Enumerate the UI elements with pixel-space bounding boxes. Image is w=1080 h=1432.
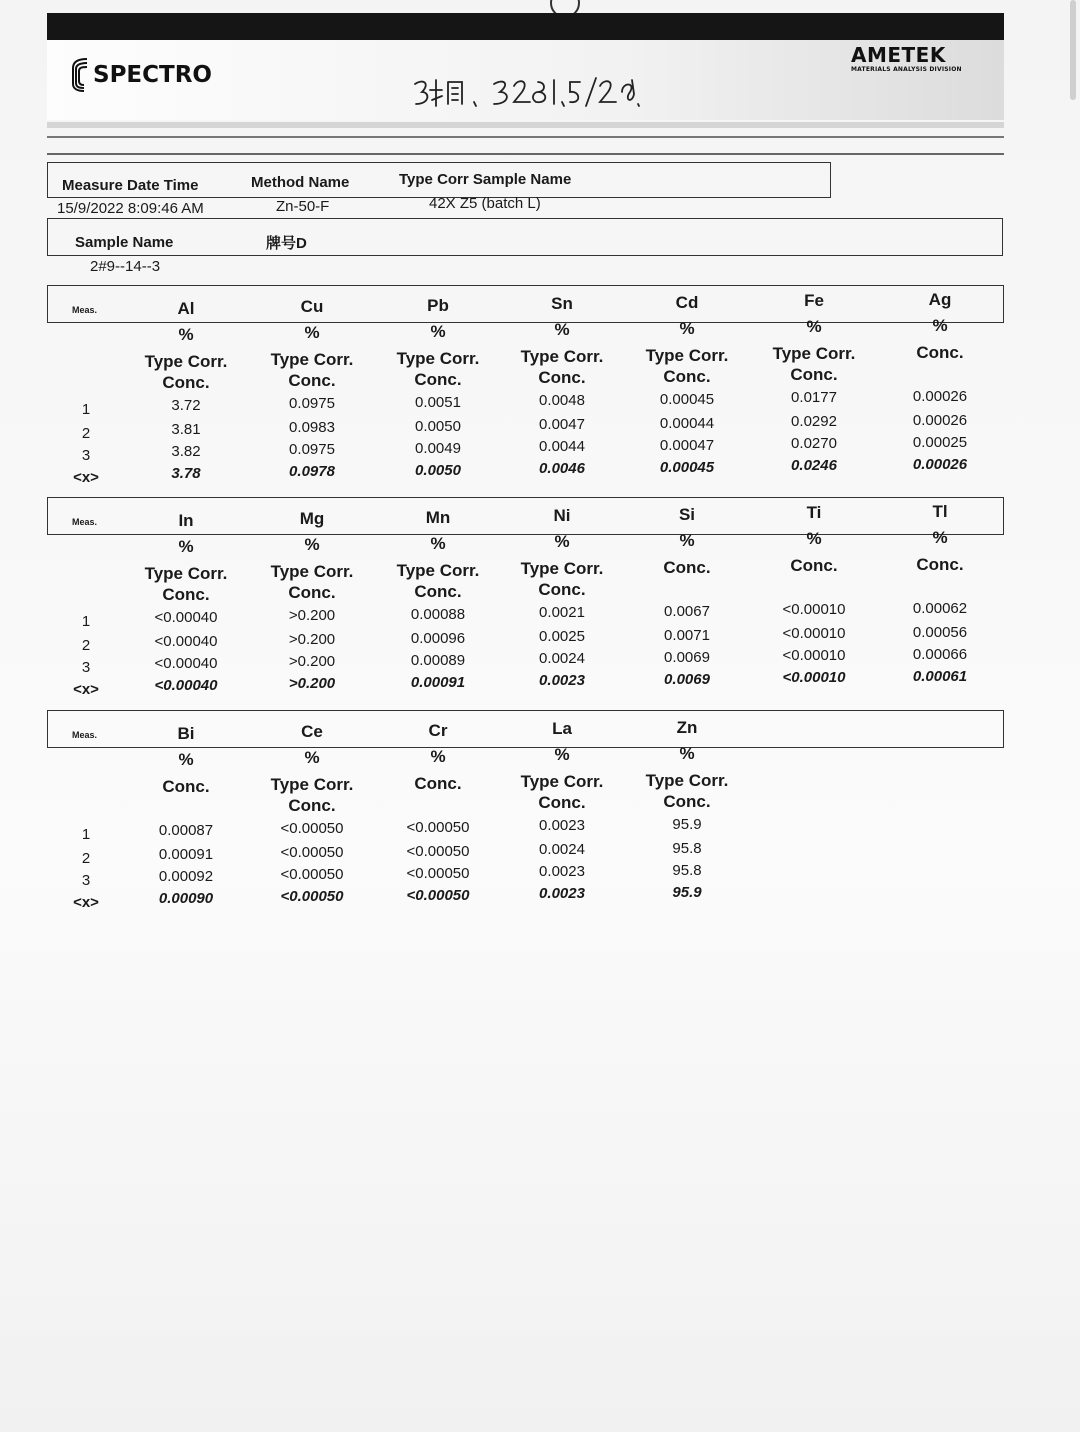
average-value: 95.9 xyxy=(672,883,702,901)
unit-label: % xyxy=(679,318,695,338)
element-name: Fe xyxy=(804,291,824,311)
conc-type-label: Conc. xyxy=(663,791,711,811)
measurement-value: <0.00050 xyxy=(406,818,470,836)
conc-type-label: Conc. xyxy=(790,365,838,385)
element-name: Bi xyxy=(177,724,195,743)
row-label: 1 xyxy=(81,401,91,418)
measurement-value: <0.00050 xyxy=(280,866,344,884)
meas-label: Meas. xyxy=(72,517,98,527)
element-name: Cu xyxy=(300,297,324,317)
measurement-value: 0.0024 xyxy=(539,841,585,859)
measurement-value: 0.0023 xyxy=(539,863,585,881)
conc-type-label: Type Corr. xyxy=(520,347,604,367)
measurement-value: 0.0044 xyxy=(539,438,585,456)
measurement-value: 0.00096 xyxy=(410,629,466,647)
unit-label: % xyxy=(554,320,570,340)
element-name: Si xyxy=(678,504,696,524)
ametek-logo-text: AMETEK xyxy=(851,43,946,67)
conc-type-label: Type Corr. xyxy=(270,562,354,582)
element-name: Al xyxy=(177,299,195,318)
measurement-value: 0.0983 xyxy=(289,419,335,437)
conc-type-label: Conc. xyxy=(414,369,462,389)
element-name: Tl xyxy=(932,501,948,521)
element-name: In xyxy=(178,511,194,530)
measurement-value: 0.0177 xyxy=(791,389,837,407)
measurement-value: 0.0025 xyxy=(539,628,585,646)
conc-type-label: Conc. xyxy=(663,557,711,577)
element-name: Pb xyxy=(427,295,449,315)
unit-label: % xyxy=(806,529,822,549)
measurement-value: 0.00056 xyxy=(912,623,968,641)
average-value: 0.0069 xyxy=(664,670,710,688)
average-value: >0.200 xyxy=(288,675,336,693)
average-value: 0.00090 xyxy=(158,890,214,907)
handwritten-note-text: 3#桶. 3281.5/29. xyxy=(410,70,418,71)
conc-type-label: Type Corr. xyxy=(520,559,604,579)
average-value: <0.00010 xyxy=(782,669,846,687)
average-value: <0.00040 xyxy=(154,677,218,694)
measurement-value: 0.0292 xyxy=(791,413,837,431)
measurement-value: 0.00045 xyxy=(659,390,715,408)
element-name: Cd xyxy=(675,292,699,312)
ametek-logo xyxy=(851,44,976,74)
conc-type-label: Type Corr. xyxy=(270,775,354,795)
row-label: <x> xyxy=(73,681,99,698)
average-value: <0.00050 xyxy=(280,888,344,906)
unit-label: % xyxy=(430,321,446,341)
average-value: 0.00061 xyxy=(912,667,968,685)
conc-type-label: Type Corr. xyxy=(270,350,354,370)
meas-label: Meas. xyxy=(72,730,98,740)
measurement-value: 0.0023 xyxy=(539,817,585,835)
ametek-logo-subtitle: MATERIALS ANALYSIS DIVISION xyxy=(851,66,962,73)
conc-type-label: Conc. xyxy=(414,581,462,601)
element-name: Ce xyxy=(301,722,323,742)
measurement-value: 0.0975 xyxy=(289,395,335,413)
measurement-value: 0.0021 xyxy=(539,604,585,622)
conc-type-label: Type Corr. xyxy=(520,772,604,792)
handwritten-note xyxy=(410,70,640,118)
measurement-value: 0.0067 xyxy=(664,602,710,620)
measurement-value: 0.0270 xyxy=(791,435,837,453)
average-value: 0.0046 xyxy=(539,460,585,478)
element-name: La xyxy=(552,719,572,739)
conc-type-label: Conc. xyxy=(916,342,964,362)
divider xyxy=(47,122,1004,128)
row-label: 3 xyxy=(81,872,91,889)
measurement-value: 0.00091 xyxy=(158,846,214,863)
average-value: 3.78 xyxy=(171,465,201,482)
row-label: 3 xyxy=(81,447,91,464)
method-name-label: Method Name xyxy=(251,174,350,191)
row-label: <x> xyxy=(73,894,99,911)
average-value: 0.00045 xyxy=(659,458,715,476)
conc-type-label: Conc. xyxy=(162,585,210,604)
average-value: 0.0978 xyxy=(289,463,335,481)
element-name: Ti xyxy=(806,503,822,523)
measurement-value: 0.00089 xyxy=(410,651,466,669)
measurement-value: 0.00025 xyxy=(912,433,968,451)
conc-type-label: Conc. xyxy=(288,583,336,603)
measurement-value: 0.0069 xyxy=(664,648,710,666)
average-value: 0.00091 xyxy=(410,673,466,691)
measurement-value: <0.00050 xyxy=(280,820,344,838)
conc-type-label: Conc. xyxy=(790,556,838,576)
measurement-value: 0.00066 xyxy=(912,645,968,663)
measurement-value: 0.00092 xyxy=(158,868,214,885)
measurement-value: <0.00010 xyxy=(782,647,846,665)
unit-label: % xyxy=(932,527,948,547)
average-value: 0.00026 xyxy=(912,455,968,473)
top-black-bar xyxy=(47,13,1004,40)
measurement-value: 0.0049 xyxy=(415,439,461,457)
measurement-value: 95.8 xyxy=(672,861,702,879)
sample-name-extra: 牌号D xyxy=(266,235,307,252)
measurement-value: 0.00026 xyxy=(912,411,968,429)
measurement-value: 0.00044 xyxy=(659,414,715,432)
element-name: Zn xyxy=(676,717,698,737)
measurement-value: 0.0048 xyxy=(539,392,585,410)
conc-type-label: Type Corr. xyxy=(772,344,856,364)
row-label: 2 xyxy=(81,425,91,442)
average-value: <0.00050 xyxy=(406,886,470,904)
measurement-value: <0.00010 xyxy=(782,625,846,643)
row-label: 2 xyxy=(81,850,91,867)
sample-name-box xyxy=(47,218,1003,256)
unit-label: % xyxy=(178,325,194,344)
measurement-value: 0.00026 xyxy=(912,387,968,405)
spectro-logo-icon xyxy=(70,56,90,94)
measurement-value: >0.200 xyxy=(288,653,336,671)
unit-label: % xyxy=(932,315,948,335)
measurement-value: 0.0071 xyxy=(664,626,710,644)
element-name: Ni xyxy=(553,506,571,526)
measurement-value: 0.0051 xyxy=(415,393,461,411)
unit-label: % xyxy=(430,746,446,766)
measurement-value: 0.0050 xyxy=(415,417,461,435)
average-value: 0.0023 xyxy=(539,672,585,690)
row-label: 3 xyxy=(81,659,91,676)
unit-label: % xyxy=(178,537,194,556)
average-value: 0.0246 xyxy=(791,457,837,475)
unit-label: % xyxy=(554,745,570,765)
conc-type-label: Type Corr. xyxy=(645,770,729,790)
measurement-value: 0.00062 xyxy=(912,599,968,617)
measurement-value: 0.00087 xyxy=(158,822,214,839)
unit-label: % xyxy=(178,750,194,769)
unit-label: % xyxy=(304,748,320,768)
measurement-value: 3.81 xyxy=(171,421,201,438)
unit-label: % xyxy=(679,743,695,763)
conc-type-label: Type Corr. xyxy=(396,560,480,580)
unit-label: % xyxy=(679,530,695,550)
conc-type-label: Conc. xyxy=(162,777,210,796)
measurement-value: 3.72 xyxy=(171,397,201,414)
type-corr-sample-value: 42X Z5 (batch L) xyxy=(429,195,541,212)
conc-type-label: Conc. xyxy=(538,368,586,388)
measurement-value: >0.200 xyxy=(288,607,336,625)
divider xyxy=(47,153,1004,155)
measurement-value: 0.0024 xyxy=(539,650,585,668)
scrollbar[interactable] xyxy=(1070,0,1076,100)
divider xyxy=(47,136,1004,138)
measurement-value: <0.00040 xyxy=(154,655,218,672)
conc-type-label: Conc. xyxy=(538,580,586,600)
measurement-value: 95.8 xyxy=(672,839,702,857)
unit-label: % xyxy=(304,323,320,343)
unit-label: % xyxy=(806,317,822,337)
row-label: <x> xyxy=(73,469,99,486)
method-name-value: Zn-50-F xyxy=(276,198,330,215)
measurement-value: <0.00040 xyxy=(154,633,218,650)
measurement-value: <0.00050 xyxy=(406,864,470,882)
measurement-value: 0.00047 xyxy=(659,436,715,454)
conc-type-label: Type Corr. xyxy=(645,345,729,365)
conc-type-label: Type Corr. xyxy=(396,348,480,368)
measurement-value: 0.0975 xyxy=(289,441,335,459)
spectro-logo xyxy=(70,55,212,95)
sample-name-label: Sample Name xyxy=(75,234,174,251)
conc-type-label: Type Corr. xyxy=(144,564,228,583)
conc-type-label: Conc. xyxy=(414,773,462,793)
conc-type-label: Conc. xyxy=(288,796,336,816)
type-corr-sample-label: Type Corr Sample Name xyxy=(399,171,572,188)
conc-type-label: Conc. xyxy=(162,373,210,392)
conc-type-label: Conc. xyxy=(288,371,336,391)
meas-label: Meas. xyxy=(72,305,98,315)
element-name: Ag xyxy=(928,289,952,309)
measurement-value: <0.00040 xyxy=(154,609,218,626)
element-name: Cr xyxy=(428,720,448,740)
spectro-logo-text: SPECTRO xyxy=(93,62,212,88)
element-name: Mg xyxy=(299,509,325,529)
conc-type-label: Type Corr. xyxy=(144,352,228,371)
conc-type-label: Conc. xyxy=(663,366,711,386)
measurement-value: 95.9 xyxy=(672,815,702,833)
average-value: 0.0023 xyxy=(539,885,585,903)
unit-label: % xyxy=(304,535,320,555)
measurement-value: 3.82 xyxy=(171,443,201,460)
conc-type-label: Conc. xyxy=(916,554,964,574)
measurement-value: 0.00088 xyxy=(410,605,466,623)
element-name: Mn xyxy=(425,507,451,527)
average-value: 0.0050 xyxy=(415,461,461,479)
measurement-value: 0.0047 xyxy=(539,416,585,434)
unit-label: % xyxy=(554,532,570,552)
row-label: 1 xyxy=(81,613,91,630)
measurement-value: <0.00010 xyxy=(782,601,846,619)
element-name: Sn xyxy=(551,294,573,314)
measure-date-label: Measure Date Time xyxy=(62,177,199,194)
measurement-value: >0.200 xyxy=(288,631,336,649)
sample-name-value: 2#9--14--3 xyxy=(90,258,161,275)
measurement-value: <0.00050 xyxy=(280,844,344,862)
unit-label: % xyxy=(430,533,446,553)
conc-type-label: Conc. xyxy=(538,793,586,813)
row-label: 1 xyxy=(81,826,91,843)
row-label: 2 xyxy=(81,637,91,654)
measurement-value: <0.00050 xyxy=(406,842,470,860)
measure-date-value: 15/9/2022 8:09:46 AM xyxy=(57,200,204,217)
